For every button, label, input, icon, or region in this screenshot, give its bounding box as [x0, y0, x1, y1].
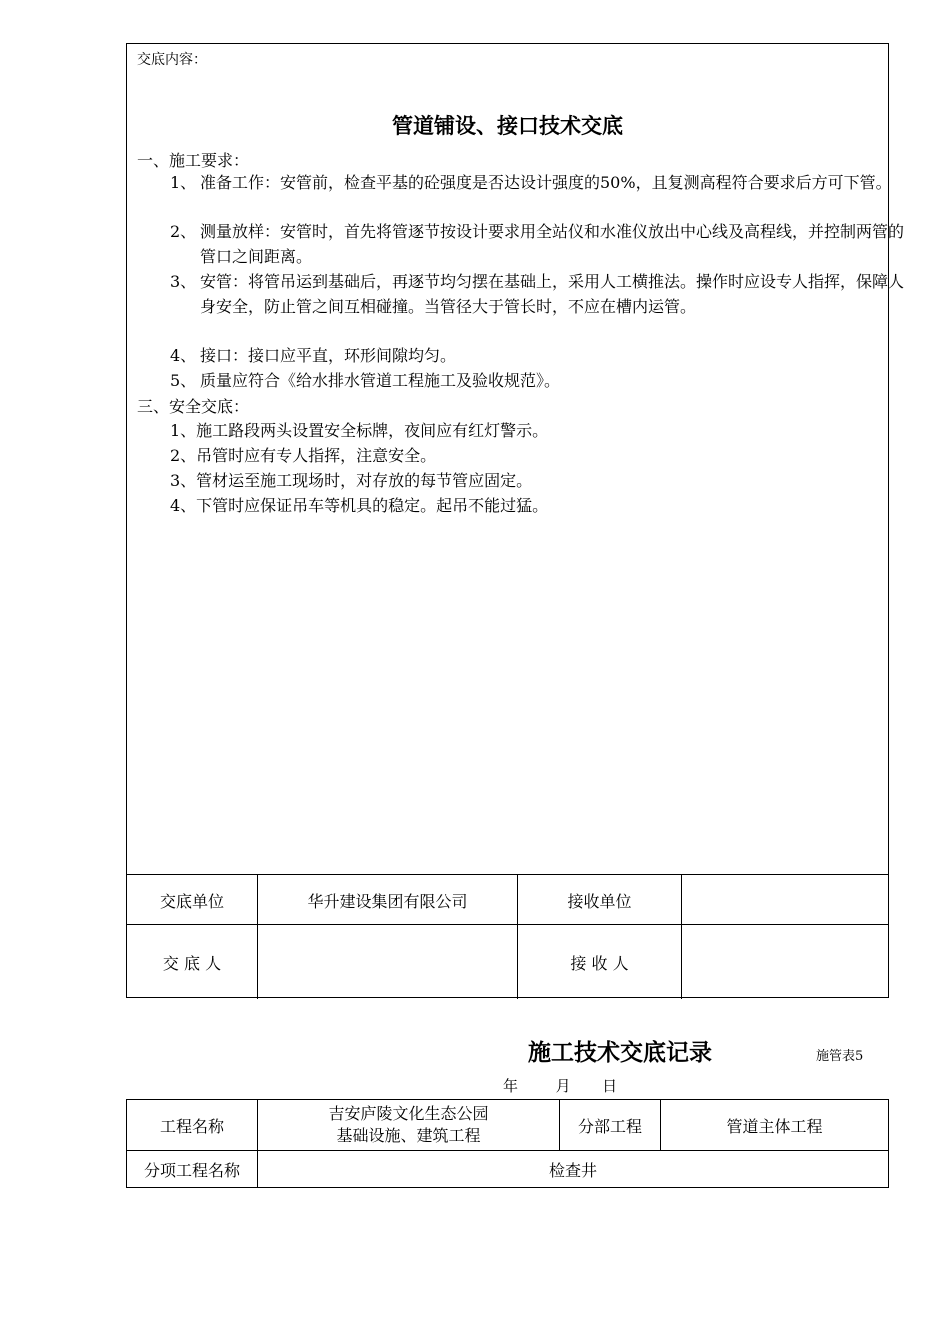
- handover-unit-value: 华升建设集团有限公司: [257, 875, 517, 925]
- requirement-item: [170, 343, 912, 368]
- safety-item: 4、下管时应保证吊车等机具的稳定。起吊不能过猛。: [170, 496, 549, 515]
- subitem-row: [127, 1150, 888, 1188]
- section-safety-handover: 三、安全交底：: [137, 397, 250, 416]
- date-year: 年: [503, 1077, 519, 1095]
- receiving-unit-value[interactable]: [681, 875, 888, 925]
- date-line: [503, 1075, 617, 1096]
- requirement-number: 1、: [170, 173, 197, 192]
- project-name-line2: 基础设施、建筑工程: [336, 1126, 481, 1145]
- date-day: 日: [602, 1077, 618, 1095]
- requirement-number: 4、: [170, 346, 197, 365]
- document-title: 管道铺设、接口技术交底: [392, 113, 623, 138]
- date-month: 月: [555, 1077, 571, 1095]
- division-value: 管道主体工程: [660, 1100, 888, 1150]
- project-name-label: 工程名称: [159, 1116, 224, 1136]
- requirement-text: 测量放样：安管时，首先将管逐节按设计要求用全站仪和水准仪放出中心线及高程线，并控制两管的管口之间距离。: [200, 222, 905, 266]
- safety-item: 1、施工路段两头设置安全标牌，夜间应有红灯警示。: [170, 421, 549, 440]
- requirement-text: 准备工作：安管前，检查平基的砼强度是否达设计强度的50%，且复测高程符合要求后方可下管。: [200, 173, 892, 192]
- signature-row-person: [127, 924, 888, 999]
- form-number: 施管表5: [816, 1049, 864, 1064]
- division-label: 分部工程: [559, 1100, 660, 1150]
- requirement-number: 3、: [170, 272, 197, 291]
- requirement-text: 质量应符合《给水排水管道工程施工及验收规范》。: [200, 371, 561, 390]
- safety-item: 2、吊管时应有专人指挥，注意安全。: [170, 446, 437, 465]
- subitem-label: 分项工程名称: [143, 1161, 240, 1180]
- signature-row-unit: [127, 874, 888, 925]
- requirement-item: [170, 170, 912, 195]
- receiving-person-label: 接 收 人: [517, 925, 681, 999]
- requirement-item: [170, 368, 912, 393]
- project-name-line1: 吉安庐陵文化生态公园: [328, 1104, 489, 1123]
- requirement-text: 接口：接口应平直，环形间隙均匀。: [200, 346, 457, 365]
- requirement-item: [170, 219, 912, 269]
- content-label: 交底内容：: [137, 52, 207, 68]
- record-title: 施工技术交底记录: [528, 1039, 712, 1066]
- handover-person-value[interactable]: [257, 925, 517, 999]
- project-row: [127, 1100, 888, 1150]
- requirement-number: 5、: [170, 371, 197, 390]
- handover-content-table: [126, 43, 905, 998]
- record-info-table: [126, 1099, 889, 1188]
- requirement-number: 2、: [170, 222, 197, 241]
- safety-item: 3、管材运至施工现场时，对存放的每节管应固定。: [170, 471, 533, 490]
- receiving-person-value[interactable]: [681, 925, 888, 999]
- project-name-value: [257, 1100, 559, 1150]
- handover-person-label: 交 底 人: [162, 953, 222, 973]
- section-construction-requirements: 一、施工要求：: [137, 151, 250, 170]
- handover-unit-label: 交底单位: [159, 891, 224, 911]
- receiving-unit-label: 接收单位: [517, 875, 681, 925]
- requirement-text: 安管：将管吊运到基础后，再逐节均匀摆在基础上，采用人工横推法。操作时应设专人指挥，保障人身安全，防止管之间互相碰撞。当管径大于管长时，不应在槽内运管。: [200, 272, 905, 316]
- subitem-value: 检查井: [257, 1151, 888, 1188]
- requirement-item: [170, 269, 912, 319]
